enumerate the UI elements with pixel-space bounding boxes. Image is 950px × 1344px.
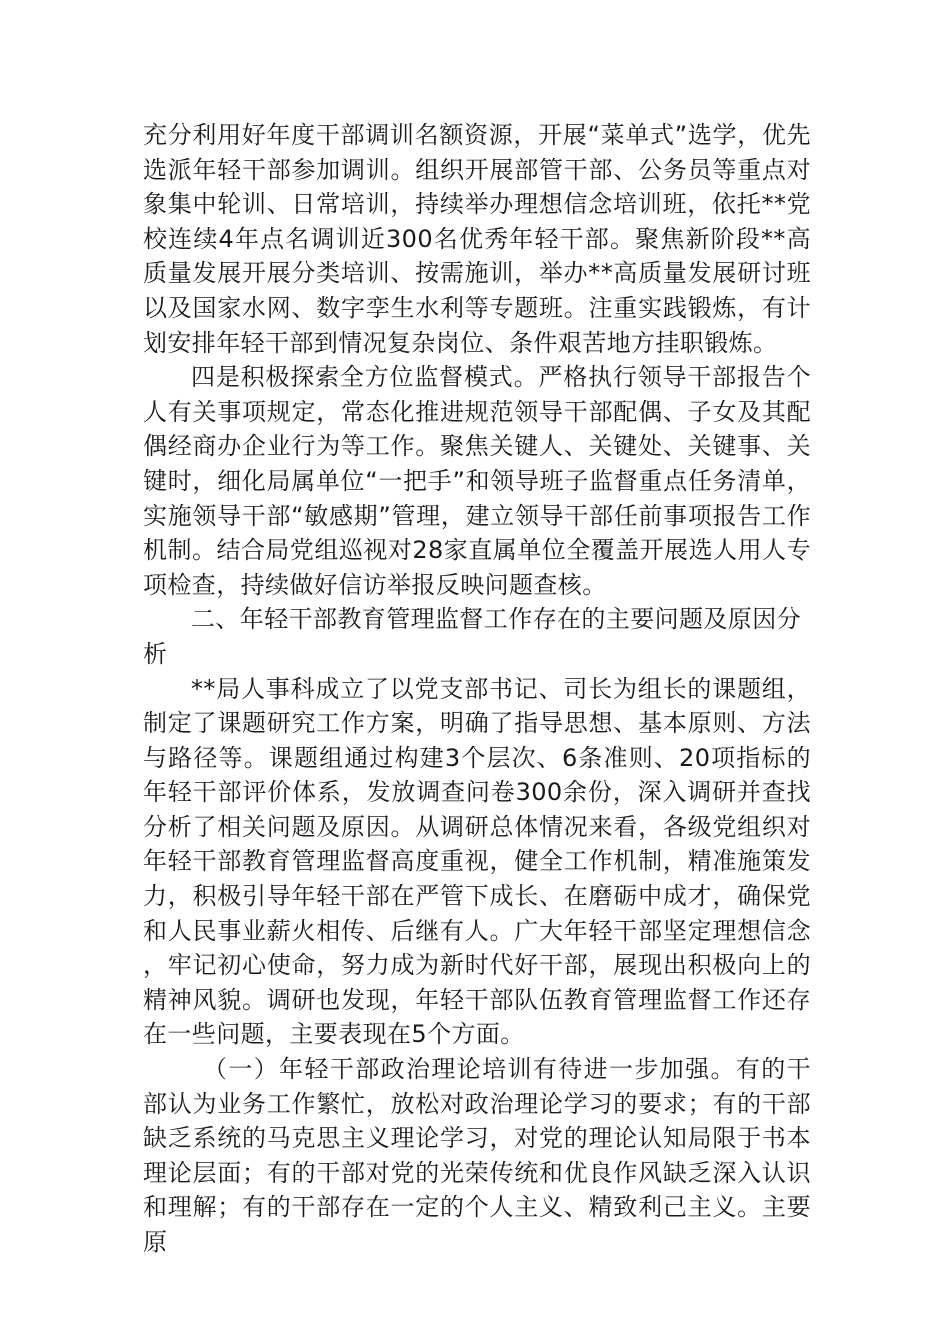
paragraph-training-selection: 充分利用好年度干部调训名额资源，开展“菜单式”选学，优先选派年轻干部参加调训。组织开展部管干部、公务员等重点对象集中轮训、日常培训，持续举办理想信念培训班，依托**党校连续4年点名调训近300名优秀年轻干部。聚焦新阶段**高质量发展开展分类培训、按需施训，举办**高质量发展研讨班以及国家水网、数字孪生水利等专题班。注重实践锻炼，有计划安排年轻干部到情况复杂岗位、条件艰苦地方挂职锻炼。 — [143, 121, 811, 357]
paragraph-supervision-mode: 四是积极探索全方位监督模式。严格执行领导干部报告个人有关事项规定，常态化推进规范领导干部配偶、子女及其配偶经商办企业行为等工作。聚焦关键人、关键处、关键事、关键时，细化局属单位“一把手”和领导班子监督重点任务清单，实施领导干部“敏感期”管理，建立领导干部任前事项报告工作机制。结合局党组巡视对28家直属单位全覆盖开展选人用人专项检查，持续做好信访举报反映问题查核。 — [143, 363, 811, 599]
section-heading-problems: 二、年轻干部教育管理监督工作存在的主要问题及原因分析 — [143, 605, 801, 668]
document-body — [143, 118, 811, 1260]
paragraph-political-training: （一）年轻干部政治理论培训有待进一步加强。有的干部认为业务工作繁忙，放松对政治理论学习的要求；有的干部缺乏系统的马克思主义理论学习，对党的理论认知局限于书本理论层面；有的干部对党的光荣传统和优良作风缺乏深入认识和理解；有的干部存在一定的个人主义、精致利己主义。主要原 — [143, 1055, 811, 1256]
paragraph-research-group: **局人事科成立了以党支部书记、司长为组长的课题组，制定了课题研究工作方案，明确了指导思想、基本原则、方法与路径等。课题组通过构建3个层次、6条准则、20项指标的年轻干部评价体系，发放调查问卷300余份，深入调研并查找分析了相关问题及原因。从调研总体情况来看，各级党组织对年轻干部教育管理监督高度重视，健全工作机制，精准施策发力，积极引导年轻干部在严管下成长、在磨砺中成才，确保党和人民事业薪火相传、后继有人。广大年轻干部坚定理想信念，牢记初心使命，努力成为新时代好干部，展现出积极向上的精神风貌。调研也发现，年轻干部队伍教育管理监督工作还存在一些问题，主要表现在5个方面。 — [143, 674, 811, 1049]
